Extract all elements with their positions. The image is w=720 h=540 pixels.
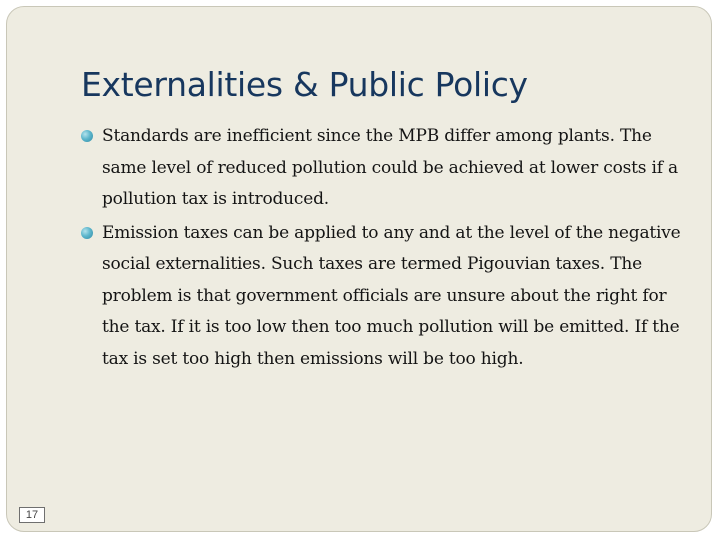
bullet-text: Emission taxes can be applied to any and at the level of the negative social externalities. Such taxes are termed Pigouvian taxes. The problem is that government officials are unsure about the right for the tax. If it is too low then too much pollution will be emitted. If the tax is set too high then emissions will be too high. — [102, 222, 681, 369]
bullet-dot-icon — [81, 130, 93, 142]
bullet-item — [81, 218, 681, 376]
slide-number: 17 — [25, 509, 39, 521]
slide-title: Externalities & Public Policy — [81, 65, 528, 104]
slide-number-badge — [19, 507, 45, 523]
bullet-list — [81, 121, 681, 377]
bullet-item — [81, 121, 681, 216]
bullet-dot-icon — [81, 227, 93, 239]
bullet-text: Standards are inefficient since the MPB differ among plants. The same level of reduced pollution could be achieved at lower costs if a pollution tax is introduced. — [102, 126, 678, 209]
slide — [6, 6, 712, 532]
